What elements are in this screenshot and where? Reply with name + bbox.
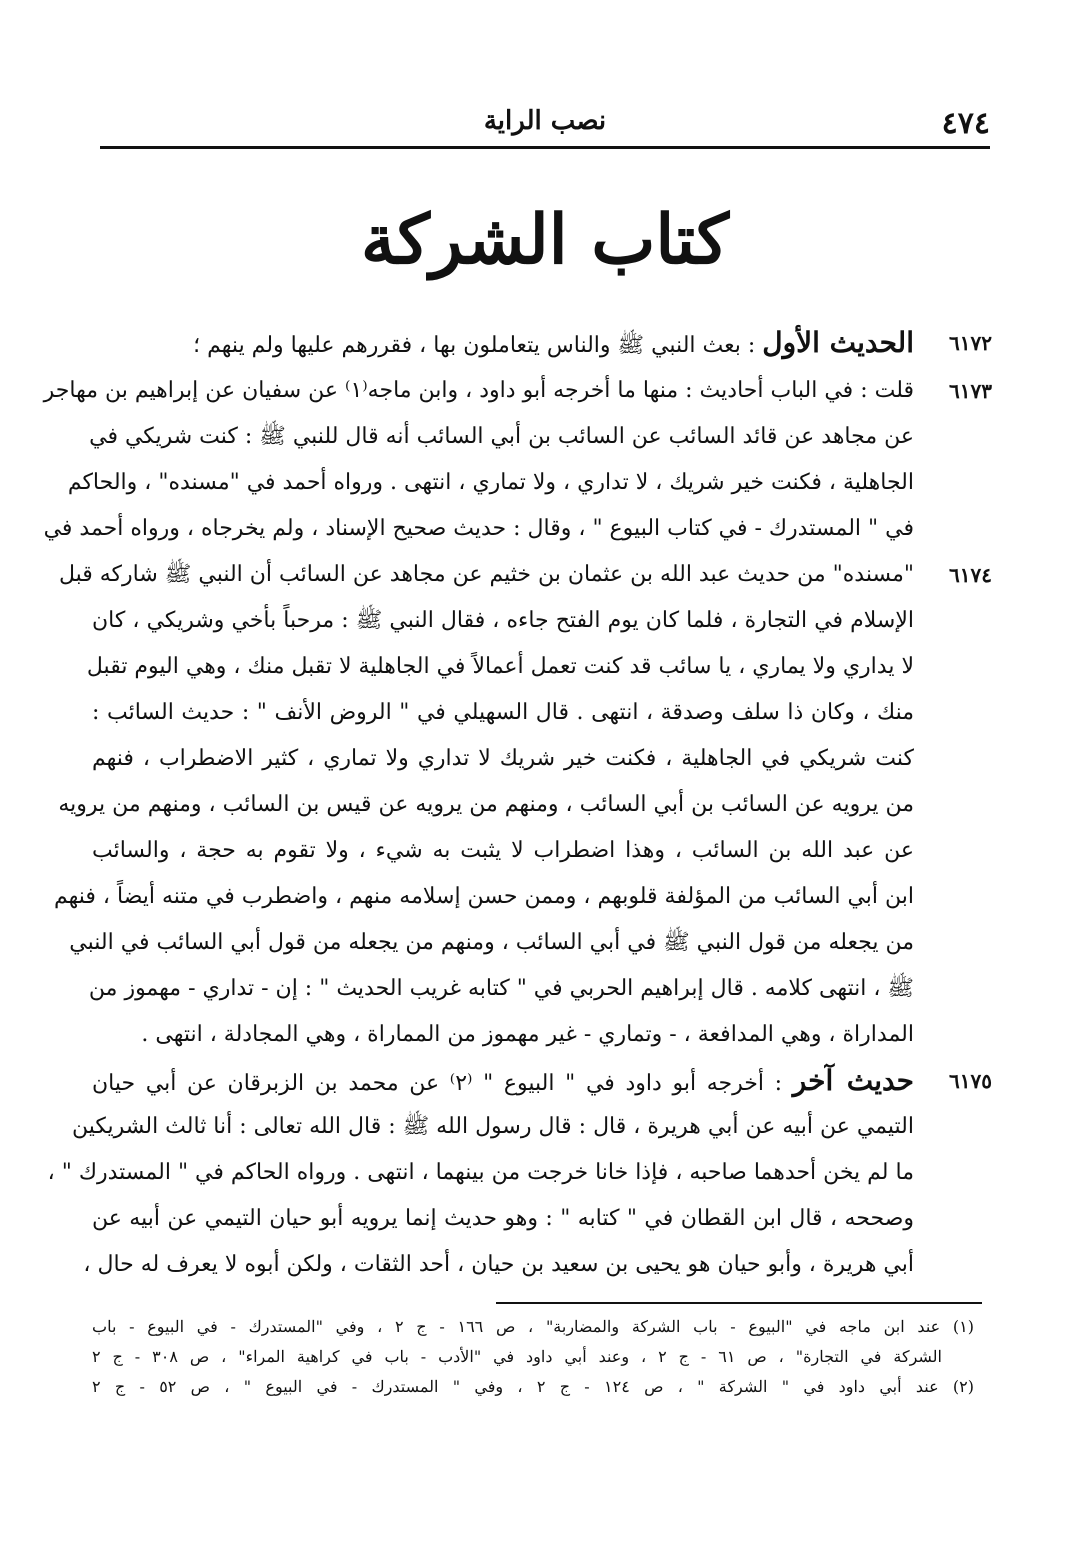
entry-number: ٦١٧٣ <box>949 379 992 403</box>
entry-line: أبي هريرة ، وأبو حيان هو يحيى بن سعيد بن حيان ، أحد الثقات ، ولكن أبوه لا يعرف له حال ، <box>83 1252 914 1277</box>
entry-number: ٦١٧٢ <box>949 331 992 355</box>
entry-line: من يرويه عن السائب بن أبي السائب ، ومنهم من يرويه عن قيس بن السائب ، ومنهم من يرويه <box>58 792 914 817</box>
entry-line: كنت شريكي في الجاهلية ، فكنت خير شريك لا تداري ولا تماري ، كثير الاضطراب ، فنهم <box>92 746 914 771</box>
entry-line: منك ، وكان ذا سلف وصدقة ، انتهى . قال السهيلي في " الروض الأنف " : حديث السائب : <box>92 700 914 725</box>
footnote-line: (٢) عند أبي داود في " الشركة " ، ص ١٢٤ - ج ٢ ، وفي " المستدرك - في البيوع " ، ص ٥٢ - ج ٢ <box>92 1377 975 1396</box>
entry-text: : أخرجه أبو داود في " البيوع " ⁽٢⁾ عن محمد بن الزبرقان عن أبي حيان <box>92 1071 783 1096</box>
entry-line: من يجعله من قول النبي ﷺ في أبي السائب ، ومنهم من يجعله من قول أبي السائب في النبي <box>69 930 914 955</box>
entry-number: ٦١٧٥ <box>949 1069 992 1093</box>
entry-text: : بعث النبي ﷺ والناس يتعاملون بها ، فقررهم عليها ولم ينهم ؛ <box>193 333 756 358</box>
hadith-entry <box>47 1058 992 1288</box>
entry-line: التيمي عن أبيه عن أبي هريرة ، قال : قال رسول الله ﷺ : قال الله تعالى : أنا ثالث الشريكين <box>71 1114 914 1139</box>
entry-line <box>92 1058 992 1104</box>
footnotes <box>92 1312 982 1402</box>
entry-line: المداراة ، وهي المدافعة ، - وتماري - غير مهموز من المماراة ، وهي المجادلة ، انتهى . <box>141 1022 914 1047</box>
entry-line: "مسنده" من حديث عبد الله بن عثمان بن خثيم عن مجاهد عن السائب أن النبي ﷺ شاركه قبل <box>58 562 914 587</box>
entry-line: ابن أبي السائب من المؤلفة قلوبهم ، وممن حسن إسلامه منهم ، واضطرب في متنه أيضاً ، فنهم <box>53 884 914 909</box>
entry-number: ٦١٧٤ <box>949 563 992 587</box>
chapter-title: كتاب الشركة <box>361 200 729 280</box>
hadith-entry <box>92 318 992 368</box>
entry-line: وصححه ، قال ابن القطان في " كتابه " : وهو حديث إنما يرويه أبو حيان التيمي عن أبيه عن <box>92 1206 914 1231</box>
entry-line: الإسلام في التجارة ، فلما كان يوم الفتح جاءه ، فقال النبي ﷺ : مرحباً بأخي وشريكي ، كان <box>92 608 914 633</box>
entry-line: الجاهلية ، فكنت خير شريك ، لا تداري ، ولا تماري ، انتهى . ورواه أحمد في "مسنده" ، والحاكم <box>67 470 914 495</box>
header-rule <box>100 146 990 149</box>
footnote-line: الشركة في التجارة" ، ص ٦١ - ج ٢ ، وعند أبي داود في "الأدب - باب في كراهية المراء" ، ص ٣٠٨ - ج ٢ <box>92 1347 943 1366</box>
entry-lead: حديث آخر <box>792 1064 914 1097</box>
hadith-entry <box>43 368 992 552</box>
entry-line: ما لم يخن أحدهما صاحبه ، فإذا خانا خرجت من بينهما ، انتهى . ورواه الحاكم في " المستدرك " ، <box>47 1160 914 1185</box>
entry-line: في " المستدرك - في كتاب البيوع " ، وقال : حديث صحيح الإسناد ، ولم يخرجاه ، ورواه أحمد في <box>43 516 914 541</box>
footnote-rule <box>496 1302 982 1304</box>
hadith-entries <box>43 318 992 1288</box>
page-header <box>100 100 990 140</box>
footnote-line: (١) عند ابن ماجه في "البيوع - باب الشركة والمضاربة" ، ص ١٦٦ - ج ٢ ، وفي "المستدرك - في البيوع - باب <box>92 1317 974 1336</box>
page-number: ٤٧٤ <box>941 106 990 141</box>
entry-line: عن مجاهد عن قائد السائب عن السائب بن أبي السائب أنه قال للنبي ﷺ : كنت شريكي في <box>89 424 914 449</box>
entry-lead: الحديث الأول <box>762 326 914 359</box>
entry-line: عن عبد الله بن السائب ، وهذا اضطراب لا يثبت به شيء ، ولا تقوم به حجة ، والسائب <box>92 838 915 863</box>
entry-line: لا يداري ولا يماري ، يا سائب قد كنت تعمل أعمالاً في الجاهلية لا تقبل منك ، وهي اليوم تقبل <box>86 654 914 679</box>
entry-line <box>92 318 992 368</box>
hadith-entry <box>53 552 992 1058</box>
entry-line: ﷺ ، انتهى كلامه . قال إبراهيم الحربي في " كتابه غريب الحديث " : إن - تداري - مهموز من <box>88 976 914 1001</box>
running-title: نصب الراية <box>483 106 607 136</box>
entry-line: قلت : في الباب أحاديث : منها ما أخرجه أبو داود ، وابن ماجه⁽١⁾ عن سفيان عن إبراهيم بن مهاجر <box>43 378 914 403</box>
